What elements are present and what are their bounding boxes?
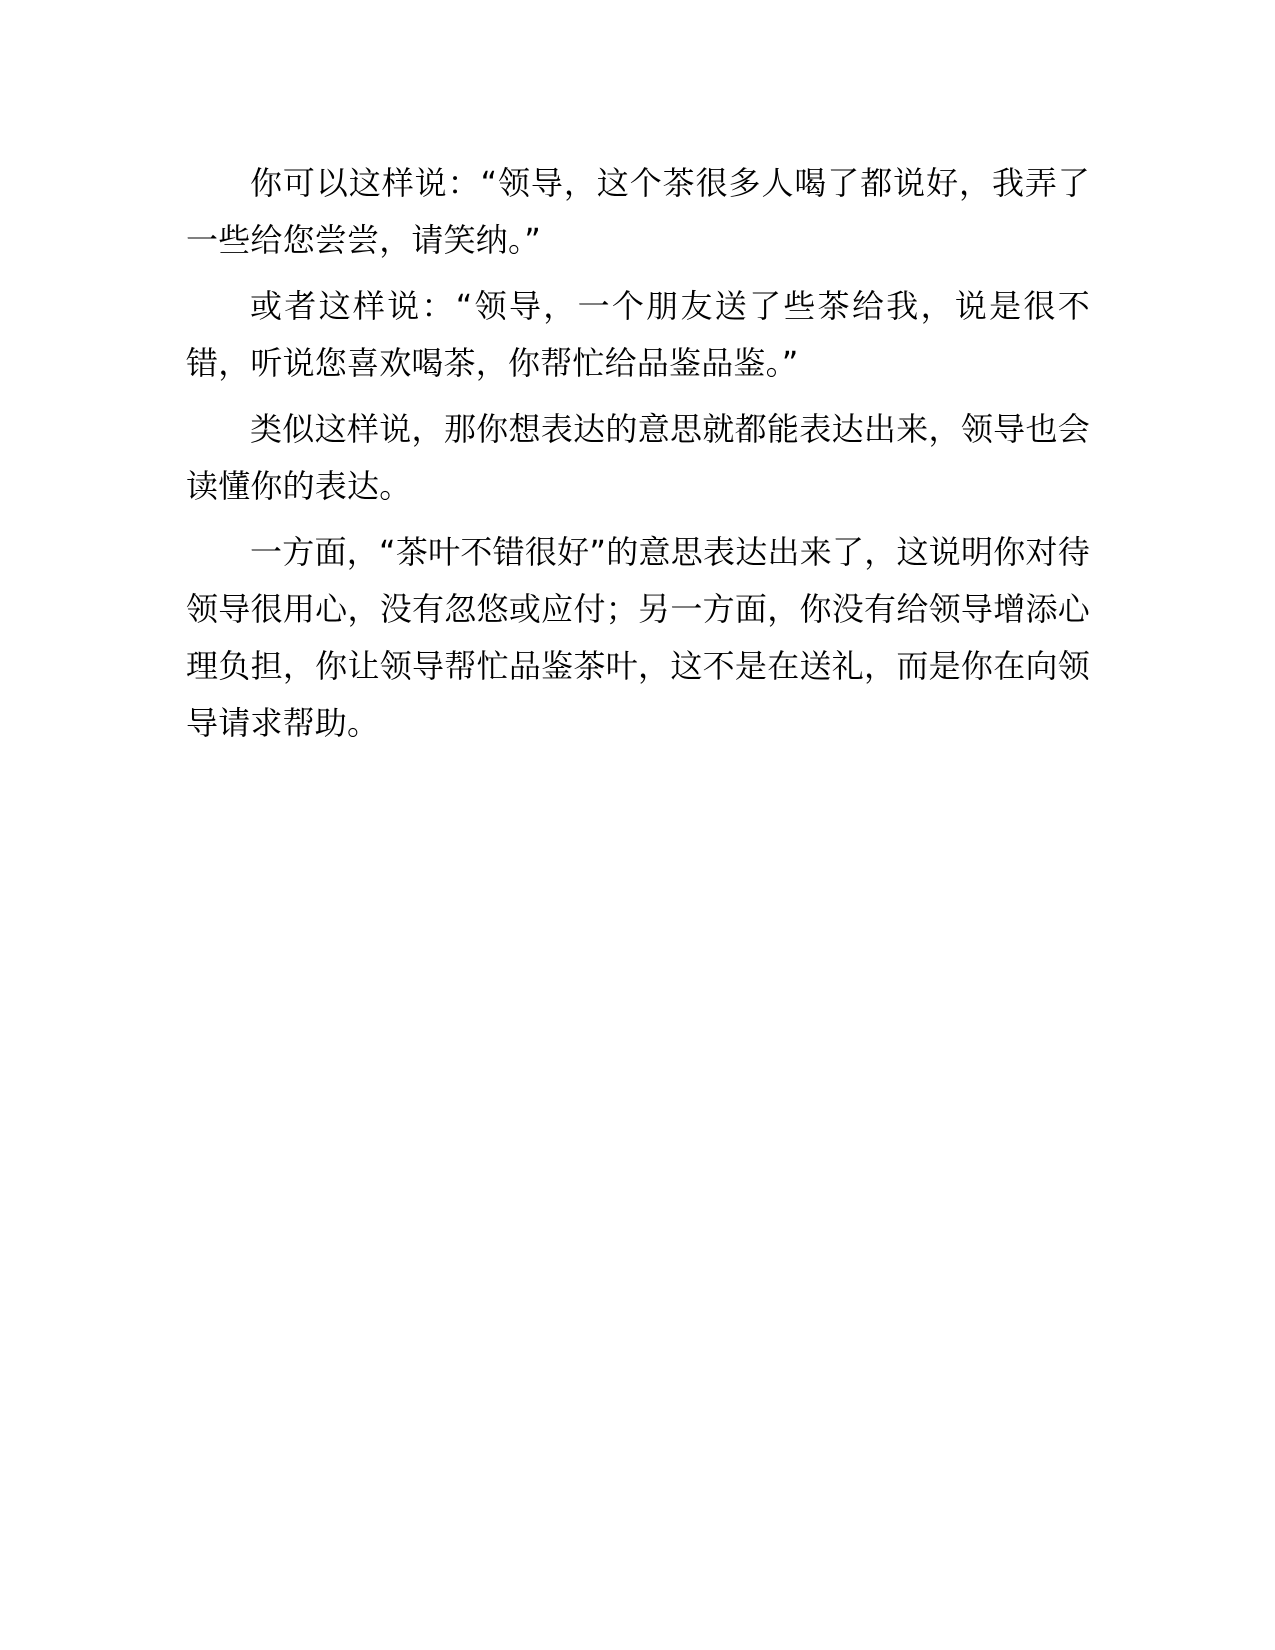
paragraph: 你可以这样说：“领导，这个茶很多人喝了都说好，我弄了一些给您尝尝，请笑纳。”: [186, 164, 1090, 259]
paragraph: 类似这样说，那你想表达的意思就都能表达出来，领导也会读懂你的表达。: [186, 410, 1090, 505]
paragraph: 或者这样说：“领导，一个朋友送了些茶给我，说是很不错，听说您喜欢喝茶，你帮忙给品鉴品鉴。”: [186, 287, 1090, 382]
paragraph: 一方面，“茶叶不错很好”的意思表达出来了，这说明你对待领导很用心，没有忽悠或应付；另一方面，你没有给领导增添心理负担，你让领导帮忙品鉴茶叶，这不是在送礼，而是你在向领导请求帮助。: [186, 533, 1090, 742]
document-body: [186, 155, 1090, 761]
